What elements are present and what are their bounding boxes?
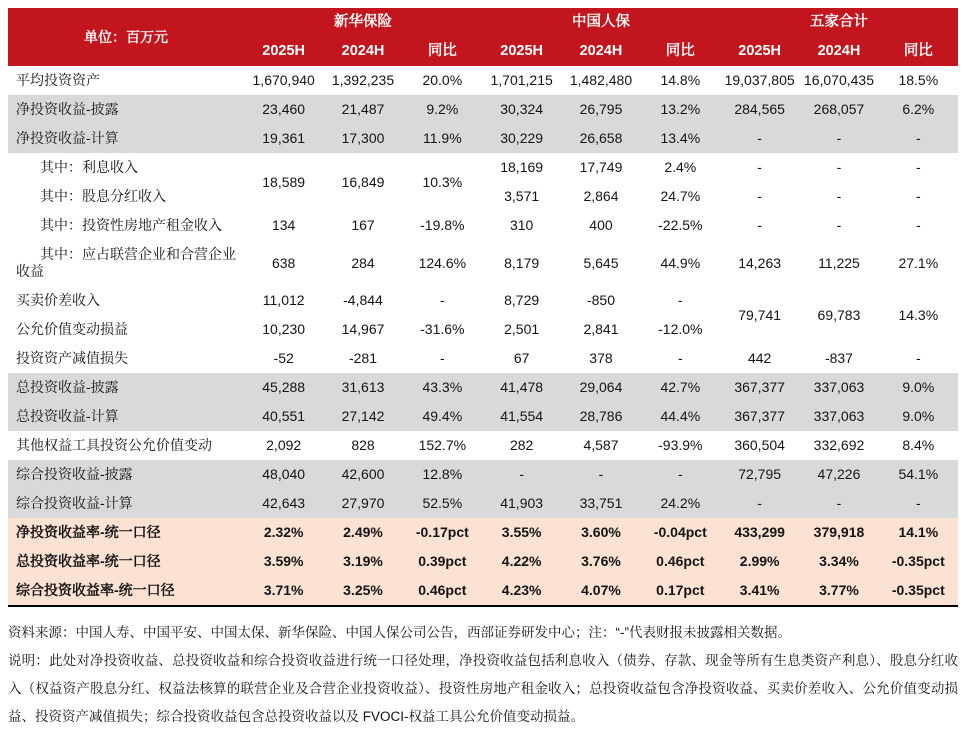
value-cell: 41,903 <box>482 489 561 518</box>
value-cell: 28,786 <box>561 402 640 431</box>
row-label: 平均投资资产 <box>16 72 100 88</box>
table-row <box>8 547 958 576</box>
row-label: 其中：投资性房地产租金收入 <box>40 217 222 233</box>
value-cell: 0.39pct <box>403 547 482 576</box>
value-cell: 72,795 <box>720 460 799 489</box>
value-cell: 11.9% <box>403 124 482 153</box>
value-cell: 10.3% <box>422 173 463 190</box>
value-cell: 17,300 <box>323 124 402 153</box>
table-row <box>8 373 958 402</box>
row-label: 综合投资收益-披露 <box>8 460 244 489</box>
value-cell: 27.1% <box>898 254 939 271</box>
value-cell: 45,288 <box>244 373 323 402</box>
value-cell: 2,501 <box>504 321 540 337</box>
value-cell: 0.17pct <box>641 576 720 606</box>
value-cell: 42,643 <box>244 489 323 518</box>
row-label: 买卖价差收入 <box>16 292 100 308</box>
value-cell: 4,587 <box>583 437 619 453</box>
value-cell: 42.7% <box>641 373 720 402</box>
value-cell: 54.1% <box>879 460 958 489</box>
value-cell: - <box>799 124 878 153</box>
value-cell: 42,600 <box>323 460 402 489</box>
value-cell: 19,037,805 <box>724 72 795 88</box>
value-cell: 3.34% <box>799 547 878 576</box>
value-cell: 3.77% <box>799 576 878 606</box>
row-label: 总投资收益-披露 <box>8 373 244 402</box>
value-cell: 152.7% <box>418 437 467 453</box>
column-group-header: 新华保险 <box>244 8 482 37</box>
table-row <box>8 402 958 431</box>
value-cell: 367,377 <box>720 402 799 431</box>
value-cell: - <box>757 217 762 233</box>
table-row <box>8 489 958 518</box>
value-cell: 18,169 <box>500 159 544 175</box>
value-cell: 10,230 <box>262 321 306 337</box>
value-cell: 3.60% <box>561 518 640 547</box>
value-cell: 67 <box>513 350 530 366</box>
value-cell: 13.4% <box>641 124 720 153</box>
value-cell: 3.59% <box>244 547 323 576</box>
value-cell: 11,225 <box>818 254 860 271</box>
value-cell: -4,844 <box>343 292 383 308</box>
value-cell: 2,864 <box>583 188 619 204</box>
value-cell: 4.23% <box>482 576 561 606</box>
row-label: 综合投资收益-计算 <box>8 489 244 518</box>
value-cell: 2.99% <box>720 547 799 576</box>
row-label: 其他权益工具投资公允价值变动 <box>16 437 212 453</box>
value-cell: 16,070,435 <box>803 72 874 88</box>
value-cell: - <box>757 188 762 204</box>
value-cell: 27,970 <box>323 489 402 518</box>
table-row <box>8 460 958 489</box>
value-cell: 2.4% <box>664 159 697 175</box>
column-header: 2024H <box>799 37 878 66</box>
table-body <box>8 66 958 606</box>
value-cell: 24.2% <box>641 489 720 518</box>
value-cell: -93.9% <box>658 437 703 453</box>
value-cell: 2.49% <box>323 518 402 547</box>
value-cell: 40,551 <box>244 402 323 431</box>
table-row <box>8 153 958 182</box>
value-cell: 43.3% <box>403 373 482 402</box>
value-cell: 9.0% <box>879 373 958 402</box>
column-header: 2024H <box>561 37 640 66</box>
row-label: 其中：股息分红收入 <box>40 188 166 204</box>
value-cell: 3.19% <box>323 547 402 576</box>
value-cell: 442 <box>747 350 772 366</box>
value-cell: 337,063 <box>799 402 878 431</box>
value-cell: 29,064 <box>561 373 640 402</box>
value-cell: 282 <box>509 437 534 453</box>
value-cell: -0.35pct <box>879 576 958 606</box>
value-cell: 4.22% <box>482 547 561 576</box>
value-cell: 828 <box>351 437 375 453</box>
value-cell: 3.41% <box>720 576 799 606</box>
column-group-header: 中国人保 <box>482 8 720 37</box>
value-cell: - <box>915 159 921 175</box>
value-cell: 14.8% <box>660 72 701 88</box>
value-cell: 379,918 <box>799 518 878 547</box>
footnotes <box>8 619 958 731</box>
value-cell: 44.4% <box>641 402 720 431</box>
value-cell: 433,299 <box>720 518 799 547</box>
row-label: 投资资产减值损失 <box>16 350 128 366</box>
value-cell: - <box>915 350 921 366</box>
unit-label: 单位：百万元 <box>8 8 244 66</box>
value-cell: - <box>836 217 842 233</box>
table-row <box>8 576 958 606</box>
value-cell: -12.0% <box>658 321 703 337</box>
value-cell: -850 <box>586 292 615 308</box>
value-cell: 3.25% <box>323 576 402 606</box>
value-cell: -52 <box>273 350 294 366</box>
header-group-row <box>8 8 958 37</box>
row-label: 其中：应占联营企业和合营企业收益 <box>16 246 236 279</box>
table-row <box>8 211 958 240</box>
column-header: 同比 <box>879 37 958 66</box>
value-cell: - <box>439 292 445 308</box>
table-row <box>8 124 958 153</box>
value-cell: 6.2% <box>879 95 958 124</box>
table-header <box>8 8 958 66</box>
value-cell: - <box>879 489 958 518</box>
value-cell: 124.6% <box>418 254 467 271</box>
value-cell: 47,226 <box>799 460 878 489</box>
investment-income-table <box>8 8 958 607</box>
value-cell: 12.8% <box>403 460 482 489</box>
value-cell: 0.46pct <box>403 576 482 606</box>
column-header: 同比 <box>403 37 482 66</box>
value-cell: -0.04pct <box>641 518 720 547</box>
value-cell: 8.4% <box>902 437 935 453</box>
footnote-source: 资料来源：中国人寿、中国平安、中国太保、新华保险、中国人保公司公告，西部证券研发中心；注：“-”代表财报未披露相关数据。 <box>8 625 791 640</box>
value-cell: 14.3% <box>898 306 939 323</box>
value-cell: 41,478 <box>482 373 561 402</box>
value-cell: 2.32% <box>244 518 323 547</box>
value-cell: - <box>482 460 561 489</box>
value-cell: 284 <box>351 254 375 271</box>
value-cell: - <box>836 188 842 204</box>
value-cell: - <box>641 460 720 489</box>
value-cell: 79,741 <box>738 306 782 323</box>
value-cell: 3.71% <box>244 576 323 606</box>
value-cell: 3,571 <box>504 188 540 204</box>
value-cell: 8,179 <box>504 254 540 271</box>
value-cell: 9.2% <box>403 95 482 124</box>
value-cell: 14,967 <box>341 321 385 337</box>
column-header: 同比 <box>641 37 720 66</box>
column-header: 2025H <box>720 37 799 66</box>
value-cell: 638 <box>271 254 296 271</box>
table-row <box>8 344 958 373</box>
value-cell: - <box>561 460 640 489</box>
value-cell: - <box>720 489 799 518</box>
value-cell: 1,392,235 <box>331 72 395 88</box>
value-cell: 69,783 <box>817 306 861 323</box>
column-header: 2025H <box>244 37 323 66</box>
value-cell: -837 <box>824 350 853 366</box>
value-cell: - <box>757 159 762 175</box>
value-cell: 400 <box>589 217 613 233</box>
value-cell: 9.0% <box>879 402 958 431</box>
value-cell: -0.17pct <box>403 518 482 547</box>
footnote-description: 说明：此处对净投资收益、总投资收益和综合投资收益进行统一口径处理，净投资收益包括利息收入（债券、存款、现金等所有生息类资产利息）、股息分红收入（权益资产股息分红、权益法核算的联营企业及合营企业投资收益）、投资性房地产租金收入；总投资收益包含净投资收益、买卖价差收入、公允价值变动损益、投资资产减值损失；综合投资收益包含总投资收益以及 FVOCI-权益工具公允价值变动损益。 <box>8 653 958 724</box>
column-header: 2025H <box>482 37 561 66</box>
value-cell: 378 <box>589 350 613 366</box>
row-label: 其中：利息收入 <box>40 159 138 175</box>
table-row <box>8 240 958 286</box>
value-cell: -22.5% <box>658 217 703 233</box>
value-cell: 21,487 <box>323 95 402 124</box>
value-cell: -19.8% <box>420 217 465 233</box>
value-cell: - <box>720 124 799 153</box>
value-cell: 1,670,940 <box>252 72 315 88</box>
row-label: 净投资收益率-统一口径 <box>8 518 244 547</box>
value-cell: 44.9% <box>660 254 701 271</box>
value-cell: 33,751 <box>561 489 640 518</box>
value-cell: 360,504 <box>734 437 785 453</box>
value-cell: 332,692 <box>813 437 865 453</box>
value-cell: -281 <box>348 350 377 366</box>
value-cell: 31,613 <box>323 373 402 402</box>
value-cell: 5,645 <box>583 254 619 271</box>
value-cell: 13.2% <box>641 95 720 124</box>
table-row <box>8 286 958 315</box>
value-cell: - <box>915 188 921 204</box>
value-cell: 41,554 <box>482 402 561 431</box>
value-cell: 14,263 <box>738 254 782 271</box>
value-cell: 337,063 <box>799 373 878 402</box>
value-cell: 268,057 <box>799 95 878 124</box>
value-cell: 310 <box>509 217 534 233</box>
column-group-header: 五家合计 <box>720 8 958 37</box>
table-row <box>8 95 958 124</box>
value-cell: 49.4% <box>403 402 482 431</box>
value-cell: 3.55% <box>482 518 561 547</box>
table-row <box>8 431 958 460</box>
value-cell: -0.35pct <box>879 547 958 576</box>
value-cell: 18,589 <box>262 173 306 190</box>
row-label: 公允价值变动损益 <box>16 321 128 337</box>
row-label: 净投资收益-披露 <box>8 95 244 124</box>
value-cell: 26,795 <box>561 95 640 124</box>
value-cell: 52.5% <box>403 489 482 518</box>
value-cell: 1,701,215 <box>490 72 553 88</box>
value-cell: - <box>439 350 445 366</box>
value-cell: 0.46pct <box>641 547 720 576</box>
value-cell: 4.07% <box>561 576 640 606</box>
value-cell: - <box>677 292 683 308</box>
value-cell: 16,849 <box>341 173 385 190</box>
table-row <box>8 182 958 211</box>
value-cell: 3.76% <box>561 547 640 576</box>
value-cell: 27,142 <box>323 402 402 431</box>
value-cell: 1,482,480 <box>569 72 633 88</box>
value-cell: 26,658 <box>561 124 640 153</box>
value-cell: 8,729 <box>504 292 540 308</box>
value-cell: 2,092 <box>266 437 302 453</box>
value-cell: 18.5% <box>898 72 939 88</box>
value-cell: 167 <box>351 217 375 233</box>
column-header: 2024H <box>323 37 402 66</box>
row-label: 总投资收益-计算 <box>8 402 244 431</box>
row-label: 综合投资收益率-统一口径 <box>8 576 244 606</box>
value-cell: - <box>879 124 958 153</box>
value-cell: 284,565 <box>720 95 799 124</box>
table-row <box>8 518 958 547</box>
row-label: 净投资收益-计算 <box>8 124 244 153</box>
value-cell: 30,229 <box>482 124 561 153</box>
value-cell: 14.1% <box>879 518 958 547</box>
value-cell: 367,377 <box>720 373 799 402</box>
value-cell: 48,040 <box>244 460 323 489</box>
value-cell: 11,012 <box>262 292 305 308</box>
value-cell: - <box>799 489 878 518</box>
value-cell: - <box>915 217 921 233</box>
value-cell: -31.6% <box>420 321 465 337</box>
value-cell: 24.7% <box>660 188 701 204</box>
value-cell: 2,841 <box>583 321 619 337</box>
value-cell: 23,460 <box>244 95 323 124</box>
value-cell: 19,361 <box>244 124 323 153</box>
value-cell: 30,324 <box>482 95 561 124</box>
value-cell: - <box>677 350 683 366</box>
row-label: 总投资收益率-统一口径 <box>8 547 244 576</box>
value-cell: 17,749 <box>579 159 623 175</box>
value-cell: 134 <box>271 217 296 233</box>
table-row <box>8 66 958 95</box>
value-cell: - <box>836 159 842 175</box>
value-cell: 20.0% <box>422 72 463 88</box>
